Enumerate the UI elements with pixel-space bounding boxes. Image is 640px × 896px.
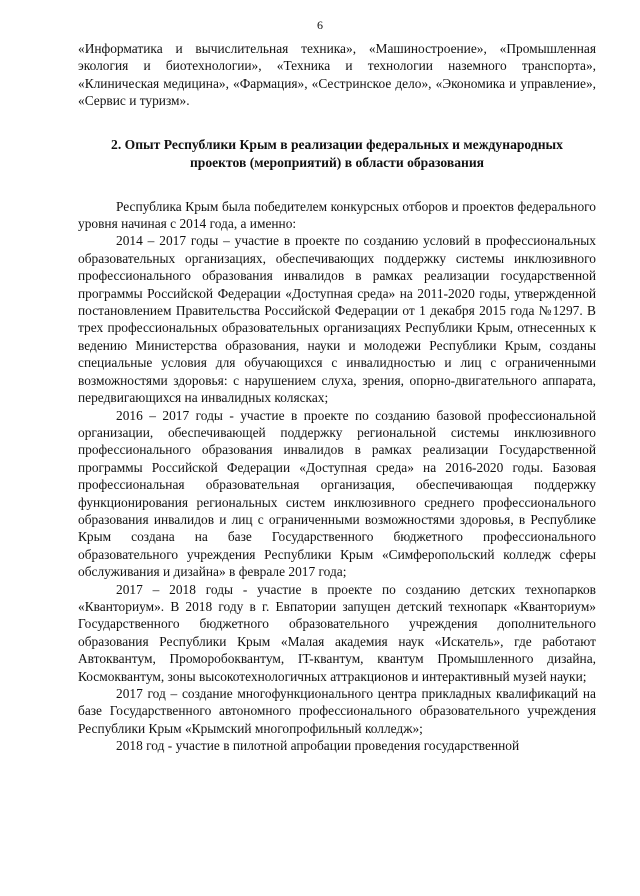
page-content <box>78 40 596 755</box>
paragraph-2014-2017: 2014 – 2017 годы – участие в проекте по созданию условий в профессиональных образовательных организациях, обеспечивающих поддержку системы инклюзивного профессионального образования инвалидов в рамках реализации государственной программы Российской Федерации «Доступная среда» на 2011-2020 годы, утвержденной постановлением Правительства Российской Федерации от 1 декабря 2015 года №1297. В трех профессиональных образовательных организациях Республики Крым, отнесенных к ведению Министерства образования, науки и молодежи Республики Крым, созданы специальные условия для обучающихся с инвалидностью и лиц с ограниченными возможностями здоровья: с нарушением слуха, зрения, опорно-двигательного аппарата, передвигающихся на инвалидных колясках; <box>78 233 596 406</box>
paragraph-2017: 2017 год – создание многофункционального центра прикладных квалификаций на базе Государственного автономного профессионального образовательного учреждения Республики Крым «Крымский многопрофильный колледж»; <box>78 686 596 736</box>
section-heading <box>78 136 596 172</box>
page-number: 6 <box>317 18 323 32</box>
paragraph-2018: 2018 год - участие в пилотной апробации проведения государственной <box>116 738 520 754</box>
intro-paragraph: «Информатика и вычислительная техника», «Машиностроение», «Промышленная экология и биотехнологии», «Техника и технологии наземного транспорта», «Клиническая медицина», «Фармация», «Сестринское дело», «Экономика и управление», «Сервис и туризм». <box>78 41 596 109</box>
section-heading-line-2: проектов (мероприятий) в области образования <box>189 154 485 170</box>
section-heading-line-1: 2. Опыт Республики Крым в реализации федеральных и международных <box>111 136 563 152</box>
paragraph-2016-2017: 2016 – 2017 годы - участие в проекте по созданию базовой профессиональной организации, обеспечивающей поддержку региональной системы инклюзивного профессионального образования инвалидов в рамках реализации Государственной программы Российской Федерации «Доступная среда» на 2016-2020 годы. Базовая профессиональная образовательная организация, обеспечивающая поддержку функционирования региональных систем инклюзивного среднего профессионального образования инвалидов и лиц с ограниченными возможностями здоровья, в Республике Крым создана на базе Государственного бюджетного профессионального образовательного учреждения Республики Крым «Симферопольский колледж сферы обслуживания и дизайна» в феврале 2017 года; <box>78 407 596 580</box>
paragraph-intro: Республика Крым была победителем конкурсных отборов и проектов федерального уровня начиная с 2014 года, а именно: <box>78 198 596 232</box>
paragraph-2017-2018: 2017 – 2018 годы - участие в проекте по созданию детских технопарков «Кванториум». В 2018 году в г. Евпатории запущен детский технопарк «Кванториум» Государственного бюджетного образовательного учреждения дополнительного образования Республики Крым «Малая академия наук «Искатель», где работают Автоквантум, Проморобоквантум, IT-квантум, квантум Промышленного дизайна, Космоквантум, зоны высокотехнологичных аттракционов и интерактивный музей науки; <box>78 581 596 684</box>
